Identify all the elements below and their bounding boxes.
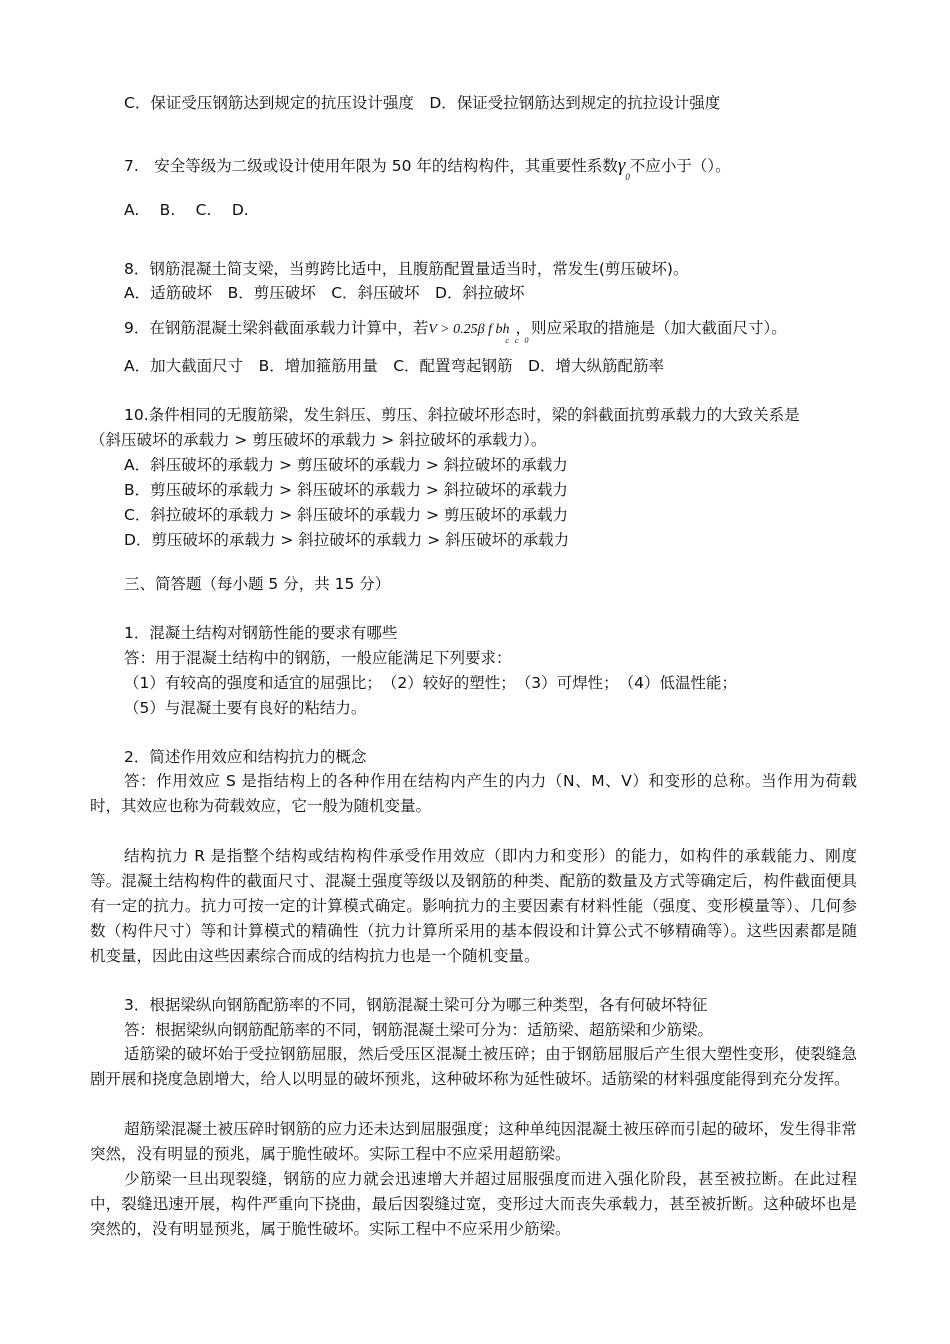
q7-stem bbox=[124, 155, 731, 182]
q10-stem-line2: （斜压破坏的承载力 > 剪压破坏的承载力 > 斜拉破坏的承载力）。 bbox=[90, 431, 547, 449]
sa1-question: 1．混凝土结构对钢筋性能的要求有哪些 bbox=[124, 624, 398, 642]
q10-stem-line1: 10.条件相同的无腹筋梁，发生斜压、剪压、斜拉破坏形态时，梁的斜截面抗剪承载力的大致关系是 bbox=[124, 406, 800, 424]
q9-stem-tail: ，则应采取的措施是（加大截面尺寸）。 bbox=[515, 319, 787, 337]
section-title: 三、简答题（每小题 5 分，共 15 分） bbox=[124, 575, 391, 593]
q8-stem: 8．钢筋混凝土简支梁，当剪跨比适中，且腹筋配置量适当时，常发生(剪压破坏)。 bbox=[124, 260, 689, 278]
q7-options: A. B. C. D. bbox=[124, 201, 249, 219]
sa2-answer-resistance: 结构抗力 R 是指整个结构或结构构件承受作用效应（即内力和变形）的能力，如构件的承载能力、刚度等。混凝土结构构件的截面尺寸、混凝土强度等级以及钢筋的种类、配筋的数量及方式等确定后，构件截面便具有一定的抗力。抗力可按一定的计算模式确定。影响抗力的主要因素有材料性能（强度、变形模量等）、几何参数（构件尺寸）等和计算模式的精确性（抗力计算所采用的基本假设和计算公式不够精确等）。这些因素都是随机变量，因此由这些因素综合而成的结构抗力也是一个随机变量。 bbox=[90, 847, 857, 965]
sa3-suitable-beam: 适筋梁的破坏始于受拉钢筋屈服，然后受压区混凝土被压碎；由于钢筋屈服后产生很大塑性变形，使裂缝急剧开展和挠度急剧增大，给人以明显的破坏预兆，这种破坏称为延性破坏。适筋梁的材料强度能得到充分发挥。 bbox=[90, 1045, 857, 1088]
sa1-items-line1: （1）有较高的强度和适宜的屈强比； （2）较好的塑性； （3）可焊性； （4）低温性能； bbox=[124, 674, 737, 692]
sa2-question: 2．简述作用效应和结构抗力的概念 bbox=[124, 748, 367, 766]
gamma-symbol: γ bbox=[617, 155, 626, 176]
q7-stem-text: 7. 安全等级为二级或设计使用年限为 50 年的结构构件，其重要性系数 bbox=[124, 157, 618, 175]
formula-main: V > 0.25β bbox=[428, 322, 485, 337]
sa3-under-reinforced-beam: 少筋梁一旦出现裂缝，钢筋的应力就会迅速增大并超过屈服强度而进入强化阶段，甚至被拉断。在此过程中，裂缝迅速开展，构件严重向下挠曲，最后因裂缝过宽，变形过大而丧失承载力，甚至被折断。这种破坏也是突然的，没有明显预兆，属于脆性破坏。实际工程中不应采用少筋梁。 bbox=[90, 1170, 857, 1238]
sa3-answer-intro: 答：根据梁纵向钢筋配筋率的不同，钢筋混凝土梁可分为：适筋梁、超筋梁和少筋梁。 bbox=[124, 1021, 714, 1039]
q9-stem bbox=[124, 318, 787, 345]
q8-options: A．适筋破坏 B．剪压破坏 C．斜压破坏 D．斜拉破坏 bbox=[124, 284, 525, 302]
q6-options-cd: C．保证受压钢筋达到规定的抗压设计强度 D．保证受拉钢筋达到规定的抗拉设计强度 bbox=[124, 94, 721, 112]
formula-terms: f bh bbox=[484, 322, 510, 337]
q10-option-b: B．剪压破坏的承载力 > 斜压破坏的承载力 > 斜拉破坏的承载力 bbox=[124, 481, 568, 499]
q9-stem-text: 9．在钢筋混凝土梁斜截面承载力计算中，若 bbox=[124, 319, 429, 337]
sa1-answer-intro: 答：用于混凝土结构中的钢筋，一般应能满足下列要求： bbox=[124, 649, 512, 667]
q7-stem-tail: 不应小于（）。 bbox=[629, 157, 731, 175]
sa3-over-reinforced-beam: 超筋梁混凝土被压碎时钢筋的应力还未达到屈服强度；这种单纯因混凝土被压碎而引起的破坏，发生得非常突然，没有明显的预兆，属于脆性破坏。实际工程中不应采用超筋梁。 bbox=[90, 1120, 857, 1163]
sa2-answer-effect: 答：作用效应 S 是指结构上的各种作用在结构内产生的内力（N、M、V）和变形的总称。当作用为荷载时，其效应也称为荷载效应，它一般为随机变量。 bbox=[90, 772, 857, 815]
q10-option-c: C．斜拉破坏的承载力 > 斜压破坏的承载力 > 剪压破坏的承载力 bbox=[124, 506, 569, 524]
q10-option-d: D．剪压破坏的承载力 > 斜拉破坏的承载力 > 斜压破坏的承载力 bbox=[124, 531, 570, 549]
shear-formula bbox=[428, 318, 529, 345]
gamma-subscript: 0 bbox=[625, 172, 630, 182]
sa3-question: 3．根据梁纵向钢筋配筋率的不同，钢筋混凝土梁可分为哪三种类型，各有何破坏特征 bbox=[124, 996, 708, 1014]
sa1-items-line2: （5）与混凝土要有良好的粘结力。 bbox=[124, 699, 367, 717]
q10-option-a: A．斜压破坏的承载力 > 剪压破坏的承载力 > 斜拉破坏的承载力 bbox=[124, 456, 568, 474]
formula-subscripts: c c 0 bbox=[505, 336, 529, 345]
q9-options: A．加大截面尺寸 B．增加箍筋用量 C．配置弯起钢筋 D．增大纵筋配筋率 bbox=[124, 357, 664, 375]
